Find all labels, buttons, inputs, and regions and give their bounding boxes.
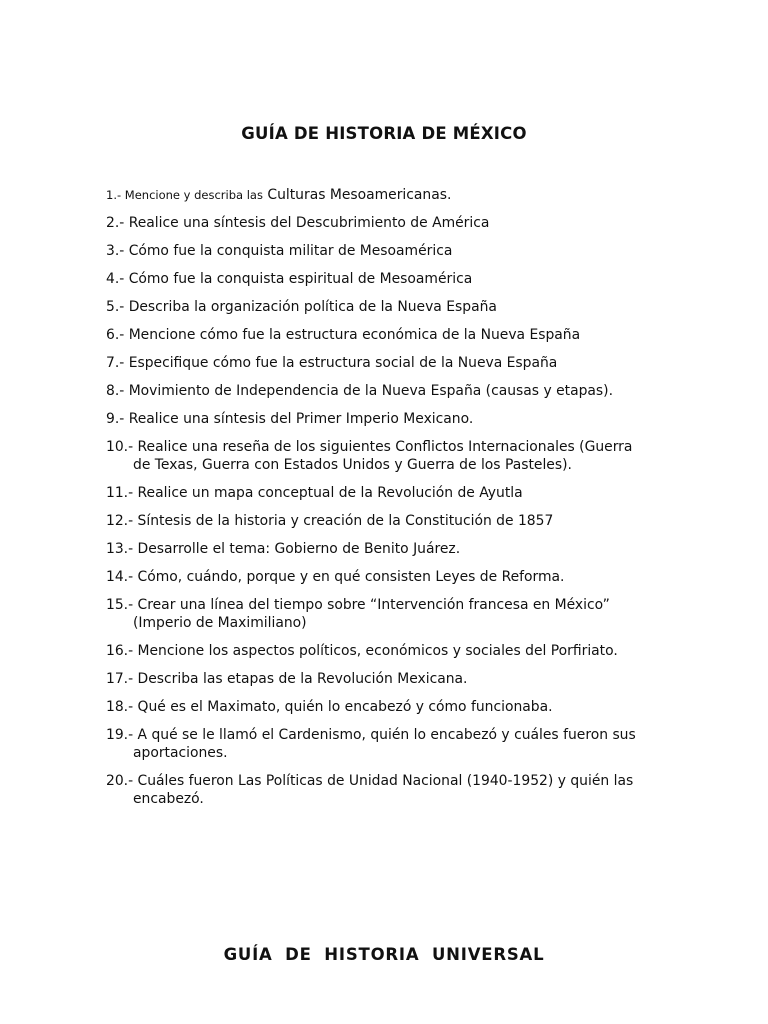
- question-number: 1.- Mencione y describa las: [106, 188, 263, 202]
- question-number: 15.-: [106, 597, 134, 613]
- question-number: 5.-: [106, 299, 125, 315]
- question-text: Cómo fue la conquista militar de Mesoamérica: [128, 243, 453, 259]
- question-item-16: [106, 642, 651, 660]
- question-number: 20.-: [106, 773, 134, 789]
- question-item-17: [106, 670, 651, 688]
- question-number: 7.-: [106, 355, 125, 371]
- question-item-11: [106, 484, 651, 502]
- question-item-4: [106, 270, 651, 288]
- question-item-9: [106, 410, 651, 428]
- question-item-12: [106, 512, 651, 530]
- question-text: A qué se le llamó el Cardenismo, quién lo encabezó y cuáles fueron sus aportaciones.: [133, 727, 636, 761]
- question-text: Realice una síntesis del Primer Imperio Mexicano.: [128, 411, 474, 427]
- question-number: 3.-: [106, 243, 125, 259]
- question-number: 16.-: [106, 643, 134, 659]
- question-item-10: [106, 438, 651, 474]
- question-text: Realice un mapa conceptual de la Revolución de Ayutla: [137, 485, 523, 501]
- question-text: Cuáles fueron Las Políticas de Unidad Nacional (1940-1952) y quién las encabezó.: [133, 773, 634, 807]
- question-item-14: [106, 568, 651, 586]
- question-item-5: [106, 298, 651, 316]
- question-text: Mencione cómo fue la estructura económica de la Nueva España: [128, 327, 581, 343]
- question-number: 8.-: [106, 383, 125, 399]
- question-number: 12.-: [106, 513, 134, 529]
- question-text: Crear una línea del tiempo sobre “Intervención francesa en México” (Imperio de Maximiliano): [133, 597, 610, 631]
- question-text: Mencione los aspectos políticos, económicos y sociales del Porfiriato.: [137, 643, 618, 659]
- question-number: 11.-: [106, 485, 134, 501]
- question-text: Cómo, cuándo, porque y en qué consisten Leyes de Reforma.: [137, 569, 565, 585]
- question-item-13: [106, 540, 651, 558]
- question-text: Desarrolle el tema: Gobierno de Benito Juárez.: [137, 541, 461, 557]
- question-item-20: [106, 772, 651, 808]
- question-number: 6.-: [106, 327, 125, 343]
- question-number: 18.-: [106, 699, 134, 715]
- title-historia-mexico: GUÍA DE HISTORIA DE MÉXICO: [241, 124, 527, 143]
- title-historia-universal: GUÍA DE HISTORIA UNIVERSAL: [223, 945, 545, 964]
- question-number: 17.-: [106, 671, 134, 687]
- question-text: Realice una síntesis del Descubrimiento de América: [128, 215, 490, 231]
- question-item-2: [106, 214, 651, 232]
- question-list: [106, 186, 651, 818]
- question-number: 9.-: [106, 411, 125, 427]
- question-item-18: [106, 698, 651, 716]
- question-text: Culturas Mesoamericanas.: [267, 187, 452, 203]
- question-text: Describa la organización política de la Nueva España: [128, 299, 497, 315]
- question-item-3: [106, 242, 651, 260]
- question-item-19: [106, 726, 651, 762]
- question-text: Describa las etapas de la Revolución Mexicana.: [137, 671, 468, 687]
- question-text: Síntesis de la historia y creación de la Constitución de 1857: [137, 513, 554, 529]
- question-number: 10.-: [106, 439, 134, 455]
- question-item-6: [106, 326, 651, 344]
- question-text: Qué es el Maximato, quién lo encabezó y cómo funcionaba.: [137, 699, 553, 715]
- question-number: 14.-: [106, 569, 134, 585]
- question-number: 13.-: [106, 541, 134, 557]
- question-text: Cómo fue la conquista espiritual de Mesoamérica: [128, 271, 473, 287]
- question-number: 2.-: [106, 215, 125, 231]
- question-text: Especifique cómo fue la estructura social de la Nueva España: [128, 355, 558, 371]
- question-number: 19.-: [106, 727, 134, 743]
- question-item-8: [106, 382, 651, 400]
- question-text: Movimiento de Independencia de la Nueva España (causas y etapas).: [128, 383, 613, 399]
- question-number: 4.-: [106, 271, 125, 287]
- question-item-15: [106, 596, 651, 632]
- question-text: Realice una reseña de los siguientes Conflictos Internacionales (Guerra de Texas, Guerra con Estados Unidos y Guerra de los Pasteles).: [133, 439, 633, 473]
- question-item-1: [106, 186, 651, 204]
- question-item-7: [106, 354, 651, 372]
